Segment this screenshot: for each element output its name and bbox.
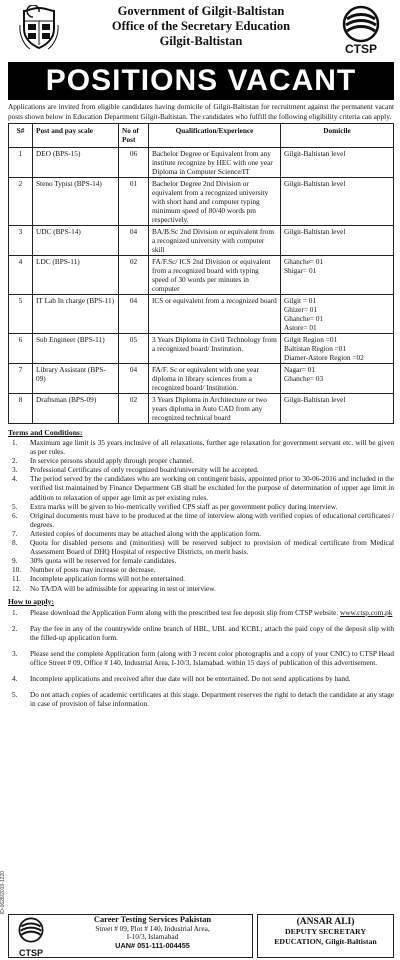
table-row: [9, 226, 394, 256]
terms-item-text: Original documents must have to be produced at the time of interview along with verified copies of educational certificates / degrees.: [30, 510, 394, 529]
terms-item-number: 7.: [12, 528, 18, 538]
post-count-cell: 04: [119, 295, 149, 334]
how-item-text: [30, 690, 394, 708]
how-item-body: Pay the fee in any of the countrywide online branch of HBL, UBL and KCBL; attach the paid copy of the deposit slip with the filled-up application form.: [30, 623, 394, 642]
terms-item-text: Extra marks will be given to bio-metrically verified CPS staff as per government policy during interview.: [30, 501, 338, 511]
ctsp-contact-box: [8, 914, 253, 958]
header: [8, 3, 394, 61]
terms-item-text: No TA/DA will be admissible for appearing in test or interview.: [30, 583, 216, 593]
serial-cell: 4: [9, 256, 33, 295]
post-count-cell: 06: [119, 148, 149, 178]
ctsp-logo-label: CTSP: [344, 42, 377, 56]
header-line-office: Office of the Secretary Education: [111, 19, 291, 33]
terms-item: [8, 502, 394, 511]
terms-item: [8, 584, 394, 593]
how-item-number: 3.: [12, 648, 18, 658]
how-item-body: Incomplete applications and received after due date will not be entertained. Do not send applications by hand.: [30, 674, 351, 684]
table-row: [9, 295, 394, 334]
terms-item: [8, 474, 394, 501]
post-cell: Sub Engineer (BPS-11): [33, 334, 119, 364]
how-item-text: [30, 624, 394, 642]
terms-item: [8, 465, 394, 474]
domicile-cell: Nagar= 01 Ghanche= 03: [281, 364, 394, 394]
serial-cell: 3: [9, 226, 33, 256]
terms-item-number: 4.: [12, 474, 18, 484]
domicile-cell: Gilgit = 01 Ghizer= 01 Ghanche= 01 Astore= 01: [281, 295, 394, 334]
terms-item-text: Number of posts may increase or decrease.: [30, 565, 156, 575]
intro-paragraph: Applications are invited from eligible candidates having domicile of Gilgit-Baltistan for recruitment against the permanent vacant posts shown below in Education Department Gilgit-Baltistan. The candidates who fulfill the following eligibility criteria can apply.: [8, 102, 394, 121]
how-item-body: Please download the Application Form along with the prescribed test fee deposit slip from CTSP website.: [30, 607, 339, 617]
terms-item-number: 1.: [12, 438, 18, 447]
post-cell: DEO (BPS-15): [33, 148, 119, 178]
table-row: [9, 256, 394, 295]
how-item-number: 2.: [12, 623, 18, 633]
positions-table: [8, 123, 394, 424]
post-count-cell: 02: [119, 394, 149, 424]
post-count-cell: 04: [119, 364, 149, 394]
terms-item-text: In service persons should apply through proper channel.: [30, 456, 194, 466]
how-item-text: [30, 674, 394, 683]
qualification-cell: 3 Years Diploma in Civil Technology from a recognized board/ Institution.: [149, 334, 281, 364]
how-item-text: [30, 649, 394, 667]
terms-item: [8, 511, 394, 529]
how-item-number: 4.: [12, 674, 18, 684]
domicile-cell: Gilgit-Baltistan level: [281, 394, 394, 424]
table-row: [9, 394, 394, 424]
footer: [8, 914, 394, 958]
table-row: [9, 178, 394, 226]
terms-item: [8, 556, 394, 565]
terms-item-number: 3.: [12, 465, 18, 475]
domicile-cell: Gilgit-Baltistan level: [281, 178, 394, 226]
signatory-office: EDUCATION, Gilgit-Baltistan: [274, 937, 377, 946]
header-count: No of Post: [119, 124, 149, 148]
qualification-cell: FA/F.Sc/ ICS 2nd Division or equivalent from a recognized board with typing speed of 30 words per minutes in computer: [149, 256, 281, 295]
terms-list: [8, 438, 394, 593]
post-count-cell: 02: [119, 256, 149, 295]
how-to-apply-item: [8, 649, 394, 667]
terms-item: [8, 574, 394, 583]
how-to-apply-item: [8, 690, 394, 708]
serial-cell: 1: [9, 148, 33, 178]
signatory-name: (ANSAR ALI): [296, 917, 355, 927]
terms-item-number: 11.: [12, 574, 21, 584]
qualification-cell: Bachelor Degree or Equivalent from any institute recognize by HEC with one year Diploma in Computer Science/IT: [149, 148, 281, 178]
how-item-body: Do not attach copies of academic certificates at this stage. Department reserves the right to detach the candidate at any stage in case of provision of false information.: [30, 690, 394, 709]
signatory-title: DEPUTY SECRETARY: [285, 927, 366, 936]
post-cell: LDC (BPS-11): [33, 256, 119, 295]
serial-cell: 5: [9, 295, 33, 334]
terms-item-text: Maximum age limit is 35 years inclusive of all relaxations, further age relaxation for government servant etc. will be given as per rules.: [30, 438, 394, 457]
header-line-region: Gilgit-Baltistan: [159, 34, 243, 48]
qualification-cell: Bachelor Degree 2nd Division or equivalent from a recognized university with short hand and computer typing minimum speed of 80/40 words pm respectively.: [149, 178, 281, 226]
header-line-government: Government of Gilgit-Baltistan: [117, 4, 285, 18]
domicile-cell: Ghanche= 01 Shigar= 01: [281, 256, 394, 295]
serial-cell: 7: [9, 364, 33, 394]
post-cell: Draftsman (BPS-09): [33, 394, 119, 424]
serial-cell: 2: [9, 178, 33, 226]
ctsp-website-link[interactable]: www.ctsp.com.pk: [340, 607, 393, 617]
footer-uan: UAN# 051-111-004455: [115, 940, 190, 950]
post-count-cell: 05: [119, 334, 149, 364]
terms-item: [8, 456, 394, 465]
terms-item-number: 9.: [12, 556, 18, 566]
terms-item-text: The period served by the candidates who are working on contingent basis, appointed prior to 30-06-2016 and included in the verified list maintained by Finance Department GB shall be excluded for the purpose of determination of upper age limit in addition to relaxation of upper age limit as per existing rules.: [30, 474, 394, 502]
terms-item-number: 6.: [12, 510, 18, 520]
domicile-cell: Gilgit-Baltistan level: [281, 148, 394, 178]
serial-cell: 8: [9, 394, 33, 424]
terms-item-text: 30% quota will be reserved for female candidates.: [30, 556, 177, 566]
table-row: [9, 148, 394, 178]
qualification-cell: 3 Years Diploma in Architecture or two years diploma in Auto CAD from any recognized technical board: [149, 394, 281, 424]
page-title: POSITIONS VACANT: [8, 62, 394, 100]
terms-item-number: 12.: [12, 583, 22, 593]
how-to-apply-list: [8, 608, 394, 709]
footer-ctsp-logo: [9, 915, 53, 957]
ctsp-logo: [336, 5, 386, 57]
how-item-number: 5.: [12, 690, 18, 700]
how-to-apply-title: How to apply:: [8, 596, 54, 606]
terms-item: [8, 565, 394, 574]
ctsp-swirl-icon: [341, 5, 381, 43]
terms-item-text: Attested copies of documents may be attached along with the application form.: [30, 528, 261, 538]
table-header-row: [9, 124, 394, 148]
terms-item-number: 10.: [12, 565, 22, 575]
government-emblem-icon: [18, 5, 60, 51]
footer-address-line2: I-10/3, Islamabad: [126, 932, 179, 942]
terms-item-number: 8.: [12, 538, 18, 548]
header-domicile: Domicile: [281, 124, 394, 148]
table-row: [9, 364, 394, 394]
footer-org-name: Career Testing Services Pakistan: [93, 915, 212, 924]
post-cell: Library Assistant (BPS-09): [33, 364, 119, 394]
terms-title: Terms and Conditions:: [8, 428, 83, 437]
header-qualification: Qualification/Experience: [149, 124, 281, 148]
terms-item: [8, 529, 394, 538]
header-serial: S#: [9, 124, 33, 148]
how-item-number: 1.: [12, 607, 18, 617]
footer-address-line1: Street # 09, Plot # 140, Industrial Area,: [95, 923, 210, 933]
header-post: Post and pay scale: [33, 124, 119, 148]
side-reference-code: ID-0628/2019-1220: [0, 870, 6, 914]
qualification-cell: FA/F. Sc or equivalent with one year diploma in library sciences from a recognized board/ Institution.: [149, 364, 281, 394]
terms-item-number: 2.: [12, 456, 18, 466]
post-cell: UDC (BPS-14): [33, 226, 119, 256]
how-to-apply-item: [8, 674, 394, 683]
how-item-text: [30, 608, 394, 617]
table-row: [9, 334, 394, 364]
terms-item-text: Professional Certificates of only recognized board/university will be accepted.: [30, 465, 259, 475]
how-item-body: Please send the complete Application form (along with 3 recent color photographs and a copy of your CNIC) to CTSP Head office Street # 09, Office # 140, Industrial Area, I-10/3, Islamabad. within 15 days of publication of this advertisement.: [30, 648, 394, 667]
terms-item: [8, 538, 394, 556]
signatory-box: [257, 914, 394, 958]
how-to-apply-item: [8, 624, 394, 642]
post-count-cell: 01: [119, 178, 149, 226]
table-body: [9, 148, 394, 424]
footer-logo-label: CTSP: [18, 948, 43, 958]
terms-item-text: Quota for disabled persons and (minorities) will be reserved subject to provision of medical certificate from Medical Assessment Board of DHQ Hospital of respective Districts, on merit basis.: [30, 538, 394, 557]
terms-item: [8, 438, 394, 456]
post-cell: Steno Typist (BPS-14): [33, 178, 119, 226]
ctsp-swirl-icon: [17, 917, 45, 943]
post-cell: IT Lab In charge (BPS-11): [33, 295, 119, 334]
qualification-cell: ICS or equivalent from a recognized board: [149, 295, 281, 334]
domicile-cell: Gilgit Region =01 Baltistan Region =01 Diamer-Astore Region =02: [281, 334, 394, 364]
how-to-apply-item: [8, 608, 394, 617]
serial-cell: 6: [9, 334, 33, 364]
terms-item-text: Incomplete application forms will not be entertained.: [30, 574, 186, 584]
post-count-cell: 04: [119, 226, 149, 256]
terms-item-number: 5.: [12, 501, 18, 511]
qualification-cell: BA/B.Sc 2nd Division or equivalent from a recognized university with computer skill: [149, 226, 281, 256]
domicile-cell: Gilgit-Baltistan level: [281, 226, 394, 256]
